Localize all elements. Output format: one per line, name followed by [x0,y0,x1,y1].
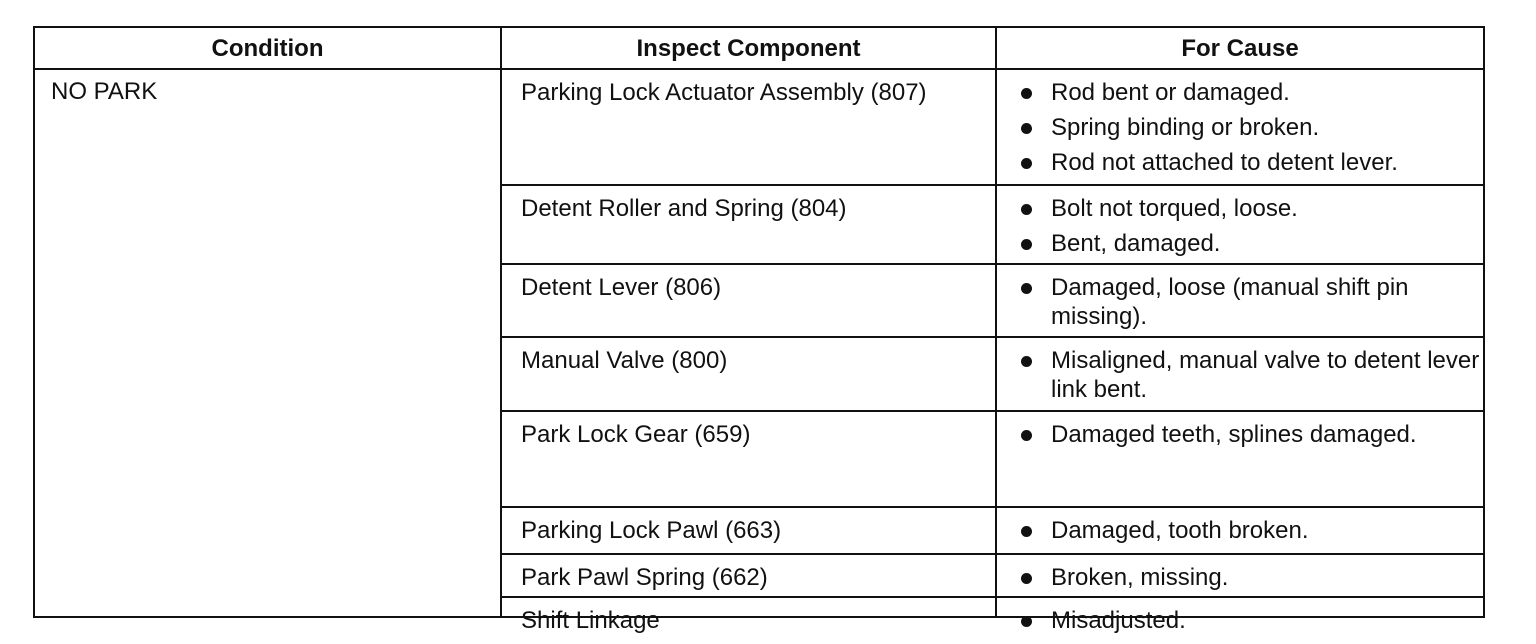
cause-item: Misadjusted. [1001,606,1481,635]
cause-list [1001,420,1481,455]
row-divider [502,553,1483,555]
column-divider [500,28,502,616]
cause-list [1001,346,1481,410]
cause-item: Damaged teeth, splines damaged. [1001,420,1481,449]
cause-list [1001,606,1481,641]
condition-cell: NO PARK [51,78,158,105]
cause-list [1001,194,1481,264]
component-cell: Detent Lever (806) [521,274,722,301]
header-inspect-component: Inspect Component [636,35,861,62]
component-cell: Park Pawl Spring (662) [521,564,768,591]
row-divider [502,410,1483,412]
row-divider [502,596,1483,598]
cause-item: Bent, damaged. [1001,229,1481,258]
column-divider [995,28,997,616]
cause-item: Rod bent or damaged. [1001,78,1481,107]
cause-item: Damaged, tooth broken. [1001,516,1481,545]
row-divider [502,184,1483,186]
component-cell: Shift Linkage [521,607,660,634]
cause-list [1001,78,1481,183]
cause-item: Bolt not torqued, loose. [1001,194,1481,223]
cause-item: Misaligned, manual valve to detent lever link bent. [1001,346,1481,404]
row-divider [502,506,1483,508]
component-cell: Park Lock Gear (659) [521,421,751,448]
diagnosis-table [33,26,1485,634]
cause-list [1001,563,1481,598]
row-divider [502,263,1483,265]
cause-list [1001,516,1481,551]
cause-list [1001,273,1481,337]
component-cell: Manual Valve (800) [521,347,728,374]
header-condition: Condition [211,35,324,62]
header-for-cause: For Cause [1181,35,1299,62]
component-cell: Parking Lock Pawl (663) [521,517,782,544]
row-divider [502,336,1483,338]
cause-item: Spring binding or broken. [1001,113,1481,142]
component-cell: Detent Roller and Spring (804) [521,195,847,222]
cause-item: Broken, missing. [1001,563,1481,592]
cause-item: Damaged, loose (manual shift pin missing). [1001,273,1481,331]
cause-item: Rod not attached to detent lever. [1001,148,1481,177]
component-cell: Parking Lock Actuator Assembly (807) [521,79,927,106]
